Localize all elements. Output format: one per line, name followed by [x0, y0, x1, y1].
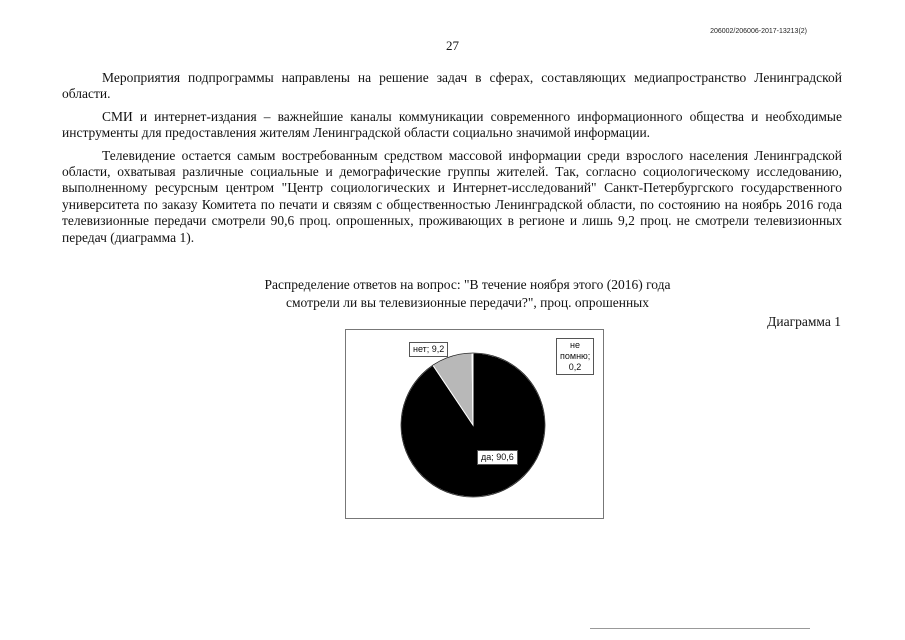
diagram-label: Диаграмма 1	[767, 314, 841, 329]
slice-label-dont-remember	[556, 338, 594, 375]
paragraph-3: Телевидение остается самым востребованным средством массовой информации среди взрослого населения Ленинградской области, охватывая различные социальные и демографические группы жителей. Так, согласно социологическому исследованию, выполненному ресурсным центром "Центр социологических и Интернет-исследований" Санкт-Петербургского государственного университета по заказу Комитета по печати и связям с общественностью Ленинградской области, по состоянию на ноябрь 2016 года телевизионные передачи смотрели 90,6 проц. опрошенных, проживающих в регионе и лишь 9,2 проц. не смотрели телевизионных передач (диаграмма 1).	[62, 147, 842, 245]
chart-caption	[0, 276, 905, 312]
document-id: 206002/206006-2017-13213(2)	[710, 28, 807, 35]
slice-label-dont-remember-text: не помню; 0,2	[560, 340, 591, 372]
chart-caption-line-1: Распределение ответов на вопрос: "В течение ноября этого (2016) года	[264, 277, 671, 292]
body-text	[62, 70, 842, 252]
slice-label-yes: да; 90,6	[477, 450, 518, 465]
scan-edge-mark	[590, 628, 810, 632]
chart-caption-line-2: смотрели ли вы телевизионные передачи?", проц. опрошенных	[285, 295, 650, 310]
paragraph-1: Мероприятия подпрограммы направлены на решение задач в сферах, составляющих медиапространство Ленинградской области.	[62, 70, 842, 102]
page-number: 27	[446, 38, 459, 53]
pie-chart	[345, 329, 604, 519]
slice-label-no: нет; 9,2	[409, 342, 448, 357]
paragraph-2: СМИ и интернет-издания – важнейшие каналы коммуникации современного информационного общества и необходимые инструменты для предоставления жителям Ленинградской области социально значимой информации.	[62, 108, 842, 141]
